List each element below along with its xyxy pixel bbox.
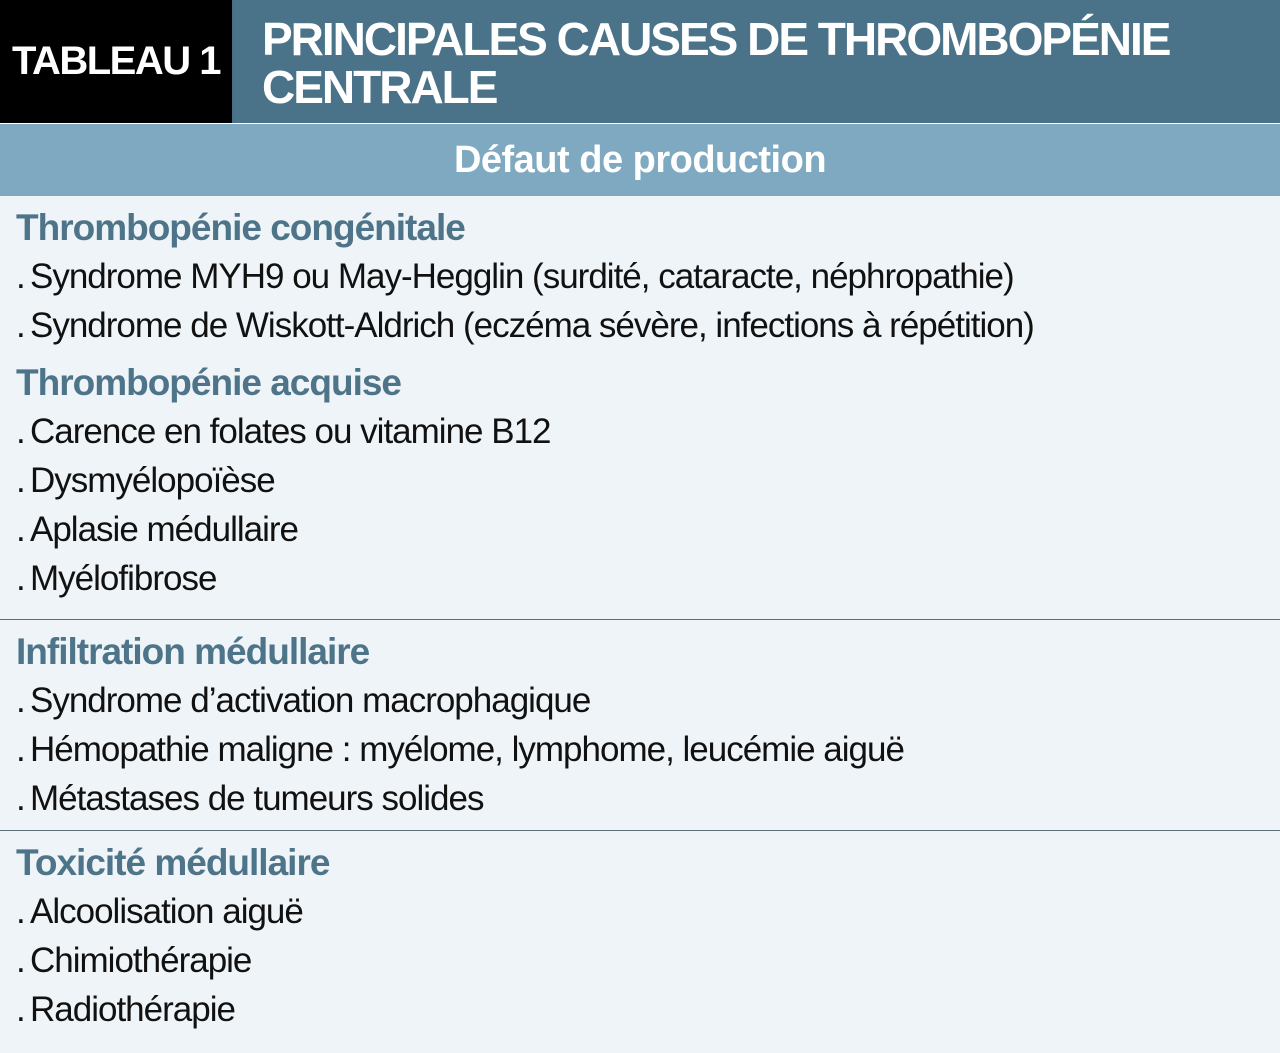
list-item xyxy=(16,725,1280,774)
bullet: . xyxy=(16,892,25,931)
list-item xyxy=(16,505,1280,554)
list-item-text: Syndrome de Wiskott-Aldrich (eczéma sévère, infections à répétition) xyxy=(30,306,1034,345)
table-title-line-1: PRINCIPALES CAUSES DE THROMBOPÉNIE xyxy=(262,13,1170,65)
list-item xyxy=(16,774,1280,823)
bullet: . xyxy=(16,257,25,296)
list-item-text: Radiothérapie xyxy=(30,990,235,1029)
bullet: . xyxy=(16,306,25,345)
list-item-text: Dysmyélopoïèse xyxy=(30,461,275,500)
list-item xyxy=(16,936,1280,985)
list-item xyxy=(16,554,1280,603)
bullet: . xyxy=(16,730,25,769)
bullet: . xyxy=(16,990,25,1029)
list-item xyxy=(16,407,1280,456)
section-infiltration xyxy=(0,619,1280,830)
list-item-text: Hémopathie maligne : myélome, lymphome, leucémie aiguë xyxy=(30,730,904,769)
list-item-text: Carence en folates ou vitamine B12 xyxy=(30,412,551,451)
column-header: Défaut de production xyxy=(0,123,1280,196)
list-item xyxy=(16,301,1280,350)
bullet: . xyxy=(16,941,25,980)
list-item-text: Aplasie médullaire xyxy=(30,510,298,549)
bullet: . xyxy=(16,559,25,598)
section-title: Infiltration médullaire xyxy=(16,631,370,672)
list-item xyxy=(16,456,1280,505)
section-congenital xyxy=(0,196,1280,359)
list-item-text: Alcoolisation aiguë xyxy=(30,892,303,931)
list-item xyxy=(16,252,1280,301)
section-toxicity xyxy=(0,830,1280,1053)
section-title: Thrombopénie congénitale xyxy=(16,207,465,248)
table-number-label: TABLEAU 1 xyxy=(0,0,234,123)
table-header xyxy=(0,0,1280,123)
list-item-text: Chimiothérapie xyxy=(30,941,252,980)
bullet: . xyxy=(16,412,25,451)
list-item xyxy=(16,887,1280,936)
bullet: . xyxy=(16,510,25,549)
table-title-line-2: CENTRALE xyxy=(262,61,497,113)
list-item-text: Métastases de tumeurs solides xyxy=(30,779,484,818)
list-item-text: Myélofibrose xyxy=(30,559,217,598)
bullet: . xyxy=(16,779,25,818)
list-item xyxy=(16,985,1280,1034)
list-item-text: Syndrome d’activation macrophagique xyxy=(30,681,591,720)
list-item xyxy=(16,676,1280,725)
bullet: . xyxy=(16,681,25,720)
section-title: Toxicité médullaire xyxy=(16,842,330,883)
list-item-text: Syndrome MYH9 ou May-Hegglin (surdité, cataracte, néphropathie) xyxy=(30,257,1014,296)
section-title: Thrombopénie acquise xyxy=(16,362,402,403)
bullet: . xyxy=(16,461,25,500)
section-acquired xyxy=(0,359,1280,619)
table-title xyxy=(234,0,1280,123)
